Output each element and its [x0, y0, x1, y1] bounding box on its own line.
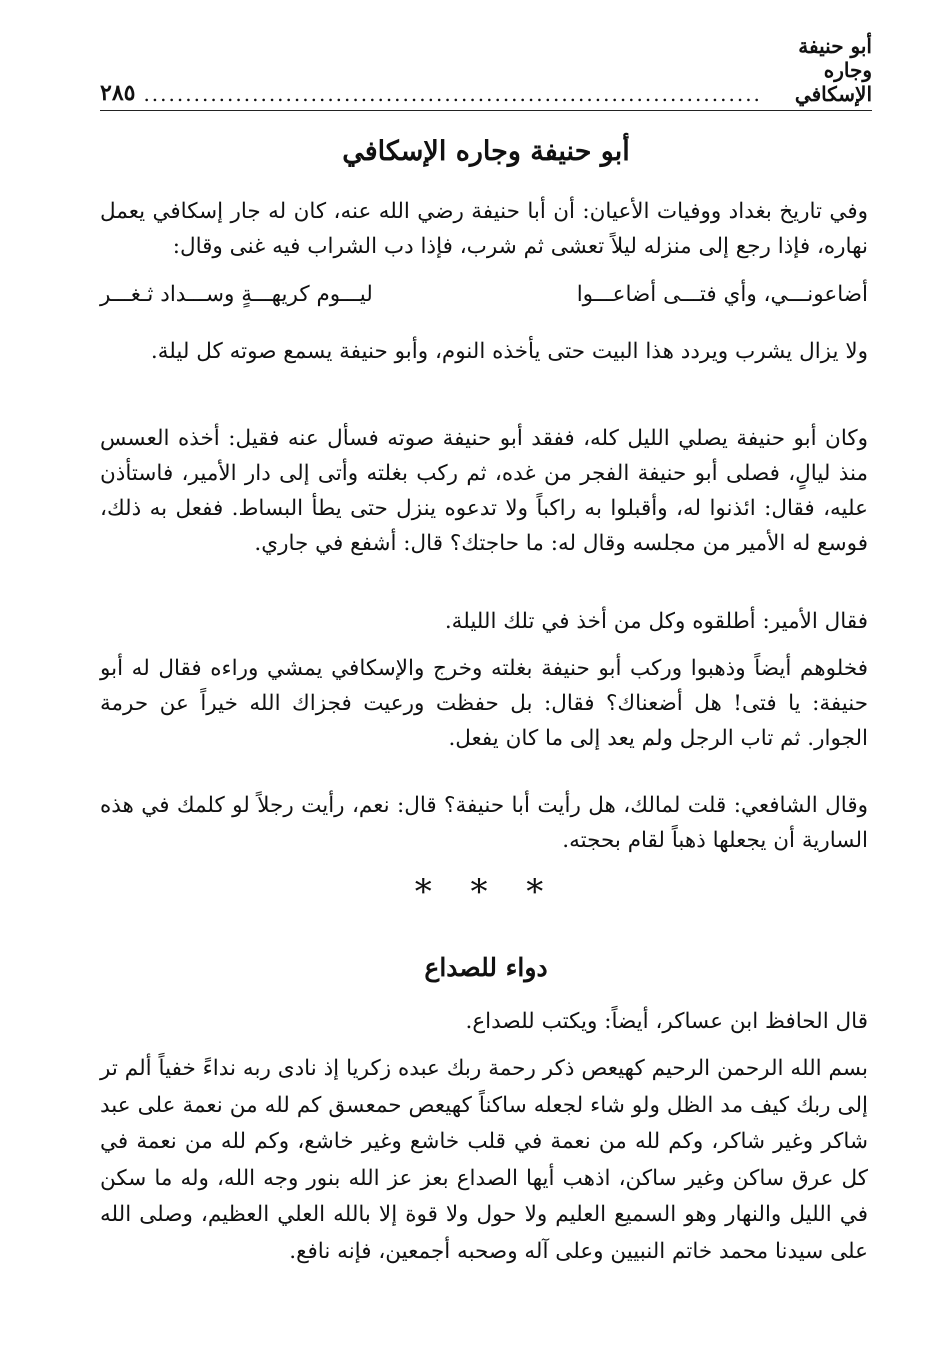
paragraph: فقال الأمير: أطلقوه وكل من أخذ في تلك الليلة.: [444, 609, 868, 634]
verse-second-hemistich: ليـــوم كريهـــةٍ وســـداد ثـغـــر: [100, 282, 373, 307]
section-title: أبو حنيفة وجاره الإسكافي: [342, 136, 630, 167]
paragraph: قال الحافظ ابن عساكر، أيضاً: ويكتب للصداع.: [465, 1009, 868, 1034]
verse-first-hemistich: أضاعونـــي، وأي فتـــى أضاعـــوا: [576, 282, 868, 307]
paragraph: وفي تاريخ بغداد ووفيات الأعيان: أن أبا حنيفة رضي الله عنه، كان له جار إسكافي يعمل نهاره، فإذا رجع إلى منزله ليلاً تعشى ثم شرب، فإذا دب الشراب فيه غنى وقال:: [100, 199, 868, 259]
paragraph: ولا يزال يشرب ويردد هذا البيت حتى يأخذه النوم، وأبو حنيفة يسمع صوته كل ليلة.: [150, 339, 868, 364]
paragraph: فخلوهم أيضاً وذهبوا وركب أبو حنيفة بغلته وخرج والإسكافي يمشي وراءه فقال له أبو حنيفة: يا فتى! هل أضعناك؟ فقال: بل حفظت ورعيت فجزاك الله خيراً عن حرمة الجوار. ثم تاب الرجل ولم يعد إلى ما كان يفعل.: [100, 656, 868, 751]
section-title: دواء للصداع: [424, 953, 548, 982]
leader-dots: ..........................................................................: [143, 82, 762, 106]
poetry-verse: [100, 282, 868, 322]
page-number: ٢٨٥: [100, 80, 136, 106]
paragraph: بسم الله الرحمن الرحيم كهيعص ذكر رحمة ربك عبده زكريا إذ نادى ربه نداءً خفياً ألم تر إلى ربك كيف مد الظل ولو شاء لجعله ساكناً كهيعص حمعسق كم لله من نعمة على عبد شاكر وغير شاكر، وكم لله من نعمة في قلب خاشع وغير خاشع، وكم لله من نعمة في كل عرق ساكن وغير ساكن، اذهب أيها الصداع بعز عز الله بنور وجه الله، وله ما سكن في الليل والنهار وهو السميع العليم ولا حول ولا قوة إلا بالله العلي العظيم، وصلى الله على سيدنا محمد خاتم النبيين وعلى آله وصحبه أجمعين، فإنه نافع.: [100, 1056, 868, 1264]
section-separator: * * *: [414, 872, 558, 912]
running-title: أبو حنيفة وجاره الإسكافي: [794, 34, 872, 106]
running-header: [100, 34, 872, 111]
paragraph: وقال الشافعي: قلت لمالك، هل رأيت أبا حنيفة؟ قال: نعم، رأيت رجلاً لو كلمك في هذه السارية أن يجعلها ذهباً لقام بحجته.: [100, 793, 868, 853]
paragraph: وكان أبو حنيفة يصلي الليل كله، ففقد أبو حنيفة صوته فسأل عنه فقيل: أخذه العسس منذ ليالٍ، فصلى أبو حنيفة الفجر من غده، ثم ركب بغلته وأتى إلى دار الأمير، فاستأذن عليه، فقال: ائذنوا له، وأقبلوا به راكباً ولا تدعوه ينزل حتى يطأ البساط. ففعل به ذلك، فوسع له الأمير من مجلسه وقال له: ما حاجتك؟ قال: أشفع في جاري.: [100, 426, 868, 556]
